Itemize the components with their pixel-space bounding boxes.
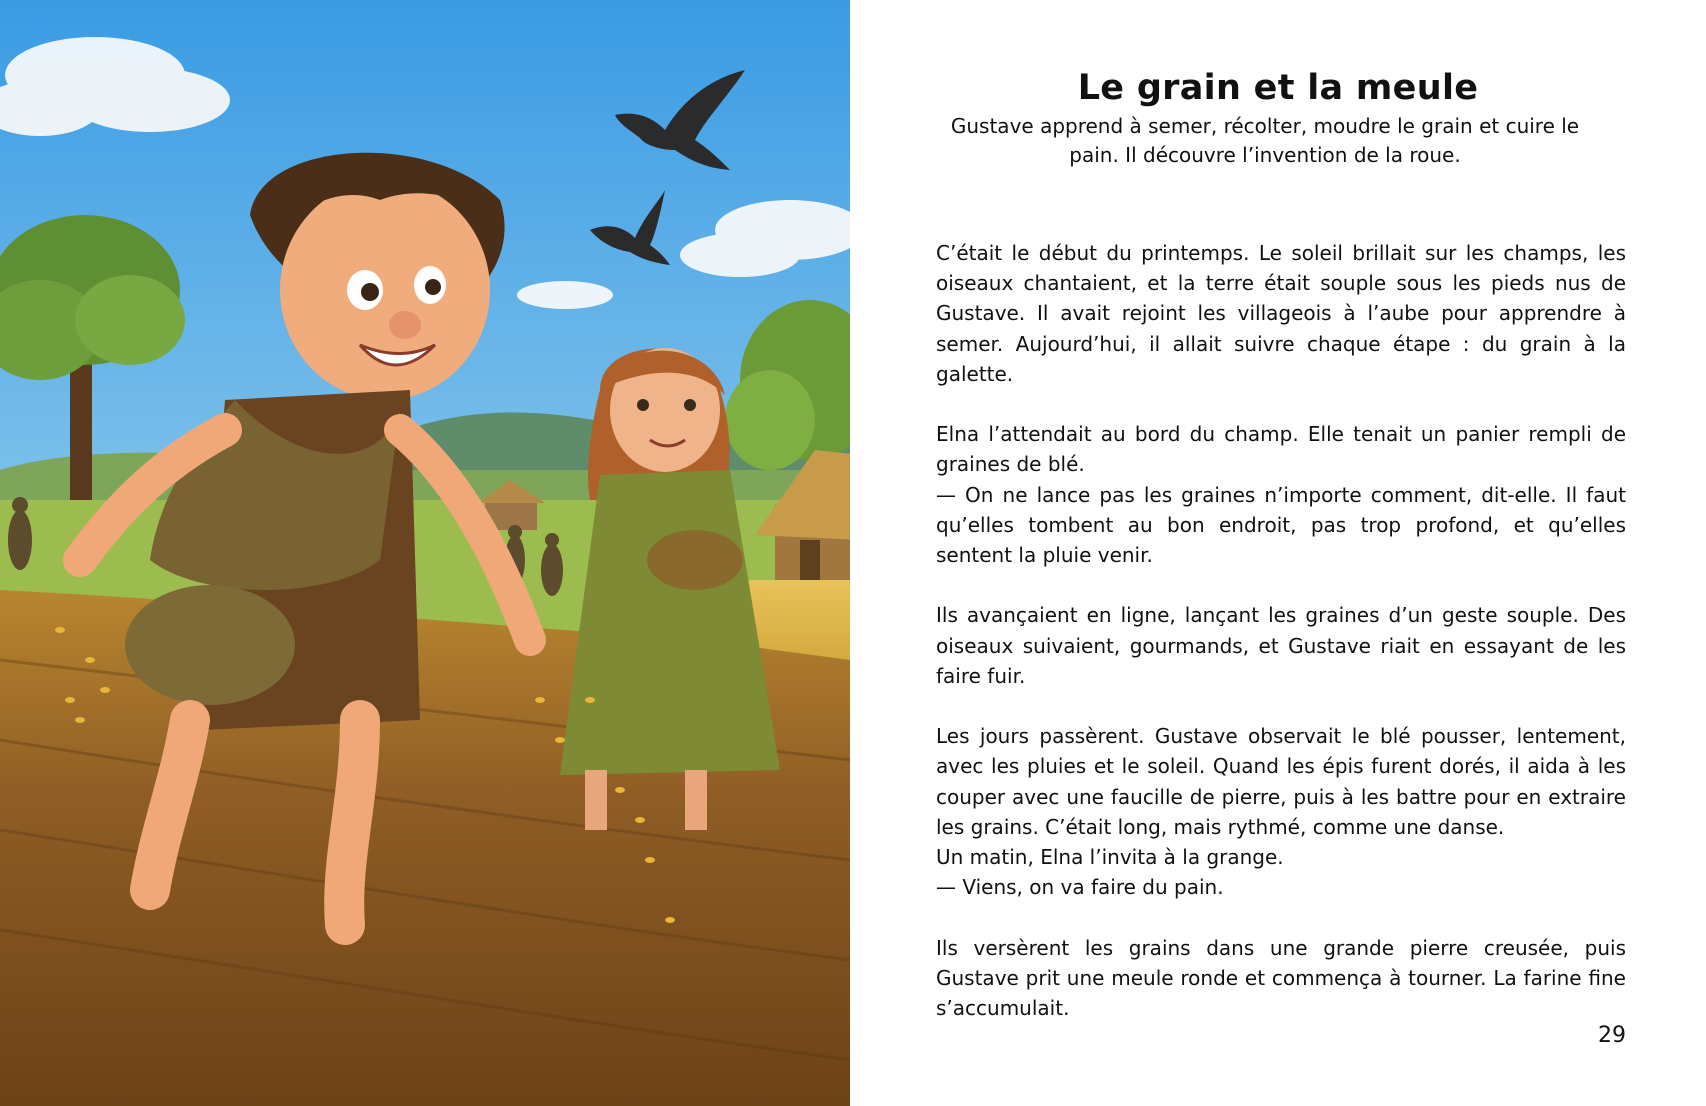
text-page	[850, 0, 1706, 1106]
paragraph: Un matin, Elna l’invita à la grange.	[936, 845, 1284, 870]
paragraph: Ils avançaient en ligne, lançant les graines d’un geste souple. Des oiseaux suivaient, gourmands, et Gustave riait en essayant de les faire fuir.	[936, 603, 1626, 688]
paragraph: C’était le début du printemps. Le soleil brillait sur les champs, les oiseaux chantaient, et la terre était souple sous les pieds nus de Gustave. Il avait rejoint les villageois à l’aube pour apprendre à semer. Aujourd’hui, il allait suivre chaque étape : du grain à la galette.	[936, 241, 1626, 386]
paragraph: Les jours passèrent. Gustave observait le blé pousser, lentement, avec les pluies et le soleil. Quand les épis furent dorés, il aida à les couper avec une faucille de pierre, puis à les battre pour en extraire les grains. C’était long, mais rythmé, comme une danse.	[936, 724, 1626, 839]
story-text	[936, 238, 1626, 1053]
paragraph: Ils versèrent les grains dans une grande pierre creusée, puis Gustave prit une meule ronde et commença à tourner. La farine fine s’accumulait.	[936, 935, 1626, 1021]
chapter-title: Le grain et la meule	[1077, 68, 1479, 108]
page-number: 29	[1598, 1023, 1626, 1048]
dialogue-line: — On ne lance pas les graines n’importe comment, dit-elle. Il faut qu’elles tombent au bon endroit, pas trop profond, et qu’elles sentent la pluie venir.	[936, 482, 1626, 568]
illustration-page	[0, 0, 850, 1106]
chapter-subtitle: Gustave apprend à semer, récolter, moudre le grain et cuire le pain. Il découvre l’invention de la roue.	[950, 114, 1580, 167]
paragraph: Elna l’attendait au bord du champ. Elle tenait un panier rempli de graines de blé.	[936, 422, 1626, 477]
dialogue-line: — Viens, on va faire du pain.	[936, 875, 1224, 900]
sowing-scene-illustration	[0, 0, 850, 1106]
